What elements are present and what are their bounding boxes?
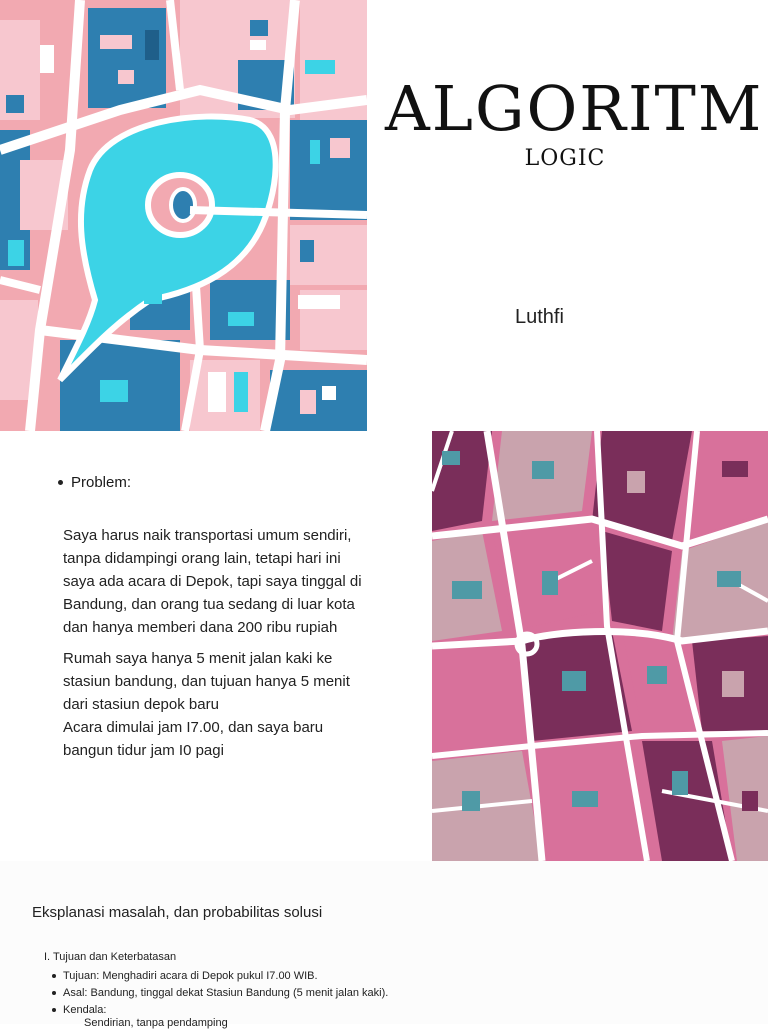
- paragraph-line: tanpa didampingi orang lain, tetapi hari ini: [63, 550, 341, 567]
- sub-list-item: Sendirian, tanpa pendamping: [84, 1017, 228, 1029]
- paragraph-line: saya ada acara di Depok, tapi saya tinggal di: [63, 573, 362, 590]
- bullet-icon: [52, 1008, 56, 1012]
- bullet-icon: [52, 991, 56, 995]
- paragraph-line: Bandung, dan orang tua sedang di luar kota: [63, 596, 355, 613]
- paragraph-line: stasiun bandung, dan tujuan hanya 5 menit: [63, 673, 350, 690]
- city-map-illustration-bottom: [432, 431, 768, 861]
- city-map-illustration-top: [0, 0, 367, 431]
- paragraph-line: bangun tidur jam I0 pagi: [63, 742, 224, 759]
- problem-paragraph-1: [63, 524, 403, 639]
- bullet-icon: [52, 974, 56, 978]
- section-title: I. Tujuan dan Keterbatasan: [44, 951, 177, 963]
- list-item-text: Tujuan: Menghadiri acara di Depok pukul I7.00 WIB.: [63, 969, 318, 982]
- title-section: [367, 0, 768, 431]
- author-name: Luthfi: [515, 306, 564, 328]
- problem-bullet: [58, 474, 131, 491]
- problem-section: [0, 431, 432, 861]
- list-item-text: Asal: Bandung, tinggal dekat Stasiun Bandung (5 menit jalan kaki).: [63, 986, 389, 999]
- explanation-heading: Eksplanasi masalah, dan probabilitas solusi: [32, 904, 323, 921]
- list-item-text: Kendala:: [63, 1003, 107, 1016]
- list-item: [52, 984, 388, 1001]
- list-item: [52, 967, 388, 984]
- paragraph-line: Saya harus naik transportasi umum sendiri,: [63, 527, 352, 544]
- paragraph-line: Acara dimulai jam I7.00, dan saya baru: [63, 719, 324, 736]
- bullet-icon: [58, 480, 63, 485]
- list-item: [52, 1001, 388, 1018]
- document-subtitle: LOGIC: [524, 146, 606, 171]
- problem-label: Problem:: [71, 474, 132, 491]
- document-title: ALGORITM: [385, 72, 764, 145]
- paragraph-line: dan hanya memberi dana 200 ribu rupiah: [63, 619, 338, 636]
- explanation-section: [0, 861, 768, 1029]
- explanation-list: [52, 967, 388, 1018]
- problem-paragraph-2: [63, 647, 403, 762]
- paragraph-line: Rumah saya hanya 5 menit jalan kaki ke: [63, 650, 333, 667]
- paragraph-line: dari stasiun depok baru: [63, 696, 219, 713]
